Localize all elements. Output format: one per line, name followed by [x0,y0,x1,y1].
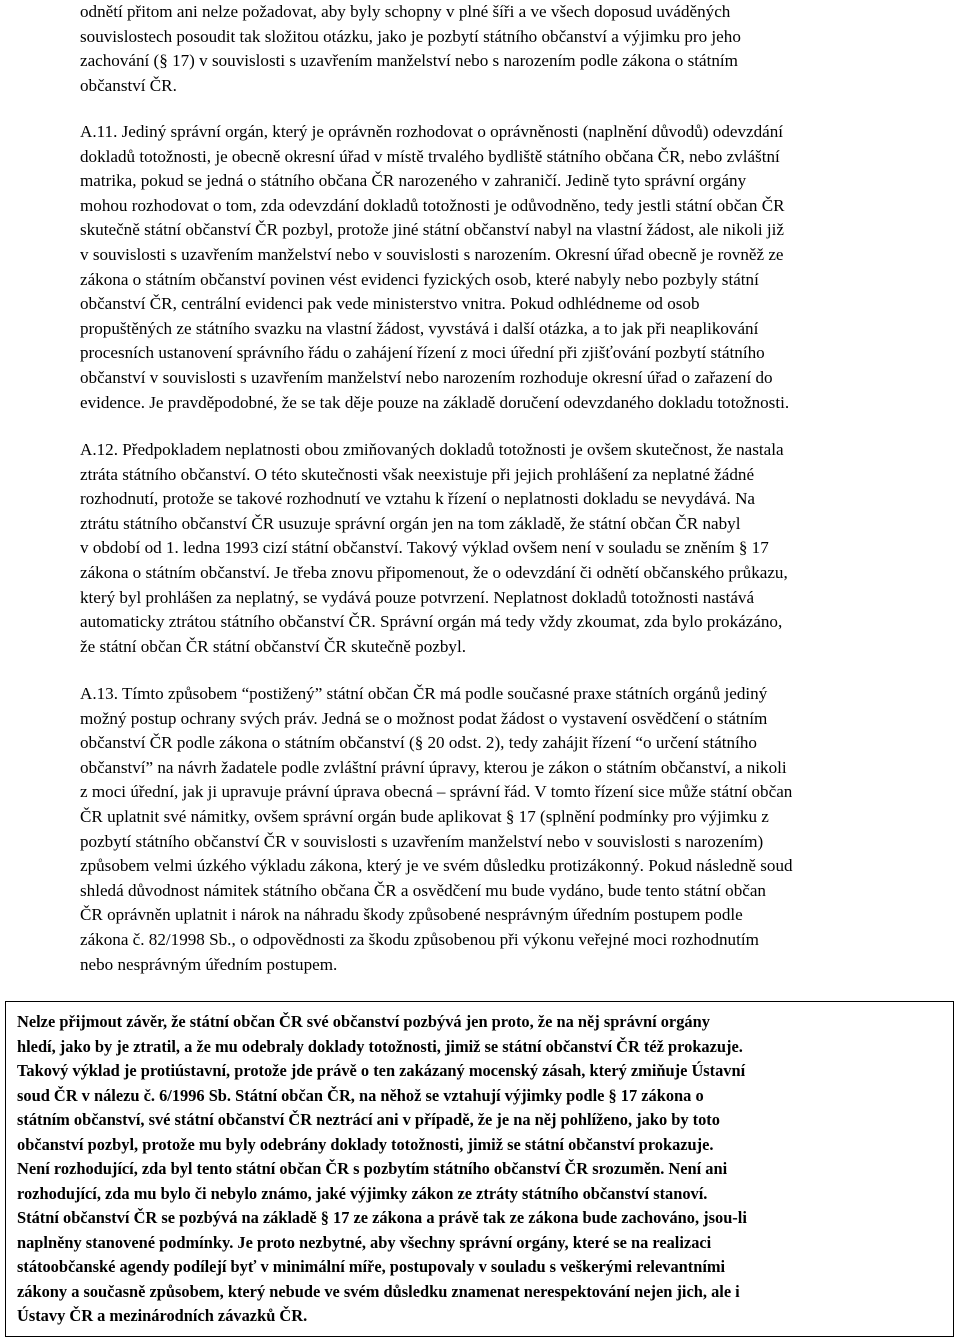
text-line: Státní občanství ČR se pozbývá na základě § 17 ze zákona a právě tak ze zákona bude zachováno, jsou-li [17,1208,747,1227]
text-line: v období od 1. ledna 1993 cizí státní občanství. Takový výklad ovšem není v souladu se zněním § 17 [80,538,769,558]
text-line: soud ČR v nálezu č. 6/1996 Sb. Státní občan ČR, na něhož se vztahují výjimky podle § 17 zákona o [17,1085,704,1105]
text-line: A.11. Jediný správní orgán, který je oprávněn rozhodovat o oprávněnosti (naplnění důvodů) odevzdání [80,122,784,141]
text-line: možný postup ochrany svých práv. Jedná se o možnost podat žádost o vystavení osvědčení o státním [80,708,768,728]
text-line: matrika, pokud se jedná o státního občana ČR narozeného v zahraničí. Jedině tyto správní orgány [80,171,747,191]
text-line: ztrátu státního občanství ČR usuzuje správní orgán jen na tom základě, že státní občan ČR nabyl [80,513,741,533]
text-line: občanství ČR podle zákona o státním občanství (§ 20 odst. 2), tedy zahájit řízení “o určení státního [80,733,757,753]
text-line: A.12. Předpokladem neplatnosti obou zmiňovaných dokladů totožnosti je ovšem skutečnost, že nastala [80,440,784,459]
text-line: že státní občan ČR státní občanství ČR skutečně pozbyl. [80,636,466,656]
text-line: občanství v souvislosti s uzavřením manželství nebo narozením rozhoduje okresní úřad o zařazení do [80,367,773,387]
text-line: státoobčanské agendy podílejí byť v minimální míře, postupovaly v souladu s veškerými relevantními [17,1257,726,1276]
text-line: způsobem velmi úzkého výkladu zákona, který je ve svém důsledku protizákonný. Pokud následně soud [80,856,793,876]
text-line: ČR oprávněn uplatnit i nárok na náhradu škody způsobené nesprávným úředním postupem podle [80,905,743,925]
text-line: procesních ustanovení správního řádu o zahájení řízení z moci úřední při zjišťování pozbytí státního [80,343,765,363]
text-line: zákona č. 82/1998 Sb., o odpovědnosti za škodu způsobenou při výkonu veřejné moci rozhodnutím [80,929,759,949]
text-line: zákona o státním občanství povinen vést evidenci fyzických osob, které nabyly nebo pozbyly státní [80,269,759,289]
text-line: občanství ČR. [80,75,177,95]
text-line: který byl prohlášen za neplatný, se vydává pouze potvrzení. Neplatnost dokladů totožnosti nastává [80,587,755,607]
text-line: automaticky ztrátou státního občanství ČR. Správní orgán má tedy vždy zkoumat, zda bylo prokázáno, [80,612,783,632]
text-line: A.13. Tímto způsobem “postižený” státní občan ČR má podle současné praxe státních orgánů jediný [80,684,768,703]
text-line: zákona o státním občanství. Je třeba znovu připomenout, že o odevzdání či odnětí občanského průkazu, [80,562,788,582]
text-line: zachování (§ 17) v souvislosti s uzavřením manželství nebo s narozením podle zákona o státním [80,51,738,71]
text-line: shledá důvodnost námitek státního občana ČR a osvědčení mu bude vydáno, bude tento státní občan [80,880,766,900]
text-line: Není rozhodující, zda byl tento státní občan ČR s pozbytím státního občanství ČR srozuměn. Není ani [17,1159,728,1178]
paragraph-a13 [80,682,950,977]
text-line: propuštěných ze státního svazku na vlastní žádost, vyvstává i další otázka, a to jak při neaplikování [80,318,759,338]
text-line: Nelze přijmout závěr, že státní občan ČR své občanství pozbývá jen proto, že na něj správní orgány [17,1012,710,1031]
text-line: rozhodující, zda mu bylo či nebylo známo, jaké výjimky zákon ze ztráty státního občanství stanoví. [17,1183,708,1203]
text-line: ztráta státního občanství. O této skutečnosti však neexistuje při jejich prohlášení za neplatné žádné [80,464,755,484]
paragraph-intro [80,0,950,98]
text-line: naplněny stanovené podmínky. Je proto nezbytné, aby všechny správní orgány, které se na realizaci [17,1232,712,1252]
text-line: rozhodnutí, protože se takové rozhodnutí ve vztahu k řízení o neplatnosti dokladu se nevydává. Na [80,489,756,509]
text-line: občanství ČR, centrální evidenci pak vede ministerstvo vnitra. Pokud odhlédneme od osob [80,294,700,314]
text-line: Ústavy ČR a mezinárodních závazků ČR. [17,1306,308,1325]
text-line: nebo nesprávným úředním postupem. [80,954,338,974]
paragraph-a11 [80,120,950,415]
conclusion-box [5,1001,954,1337]
text-line: z moci úřední, jak ji upravuje právní úprava obecná – správní řád. V tomto řízení sice může státní občan [80,782,793,802]
conclusion-text [17,1010,952,1329]
text-line: občanství pozbyl, protože mu byly odebrány doklady totožnosti, jimiž se státní občanství prokazuje. [17,1134,714,1154]
text-line: skutečně státní občanství ČR pozbyl, protože jiné státní občanství nabyl na vlastní žádost, ale nikoli již [80,220,785,240]
paragraph-a12 [80,438,950,659]
text-line: hledí, jako by je ztratil, a že mu odebraly doklady totožnosti, jimiž se státní občanství ČR též prokazuje. [17,1036,743,1056]
text-line: státním občanství, své státní občanství ČR neztrácí ani v případě, že je na něj pohlíženo, jako by toto [17,1110,720,1129]
text-line: zákony a současně způsobem, který nebude ve svém důsledku znamenat nerespektování nejen jich, ale i [17,1281,740,1301]
text-line: evidence. Je pravděpodobné, že se tak děje pouze na základě doručení odevzdaného dokladu totožnosti. [80,392,790,412]
text-line: v souvislosti s uzavřením manželství nebo v souvislosti s narozením. Okresní úřad obecně je rovněž ze [80,244,784,264]
text-line: souvislostech posoudit tak složitou otázku, jako je pozbytí státního občanství a výjimku pro jeho [80,26,741,46]
text-line: ČR uplatnit své námitky, ovšem správní orgán bude aplikovat § 17 (splnění podmínky pro výjimku z [80,806,769,826]
text-line: odnětí přitom ani nelze požadovat, aby byly schopny v plné šíři a ve všech doposud uváděných [80,2,731,21]
text-line: Takový výklad je protiústavní, protože jde právě o ten zakázaný mocenský zásah, který zmiňuje Ústavní [17,1061,746,1080]
text-line: pozbytí státního občanství ČR v souvislosti s uzavřením manželství nebo v souvislosti s narozením) [80,831,764,851]
text-line: dokladů totožnosti, je obecně okresní úřad v místě trvalého bydliště státního občana ČR, nebo zvláštní [80,146,780,166]
text-line: mohou rozhodovat o tom, zda odevzdání dokladů totožnosti je odůvodněno, tedy jestli státní občan ČR [80,195,785,215]
text-line: občanství” na návrh žadatele podle zvláštní právní úpravy, kterou je zákon o státním občanství, a nikoli [80,757,787,777]
